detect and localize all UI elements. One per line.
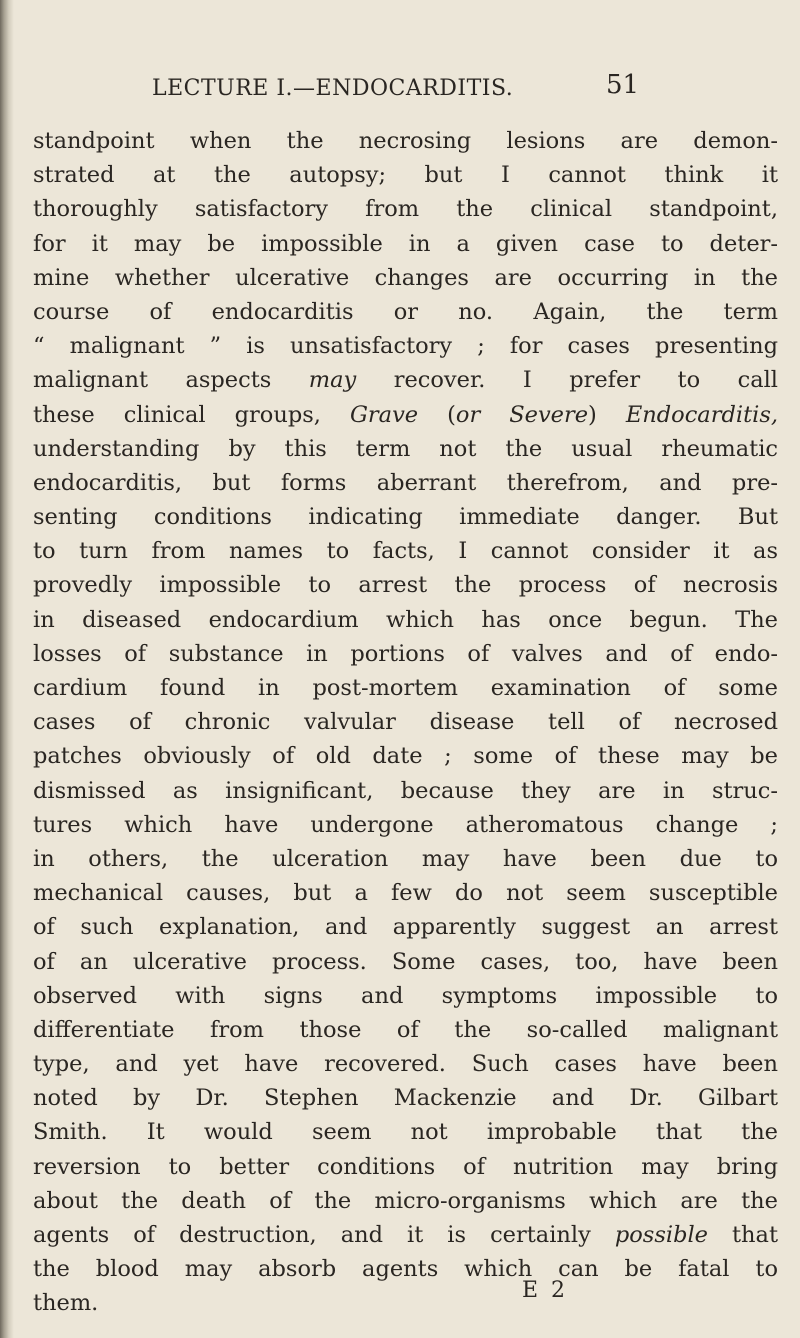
text-line bbox=[33, 979, 778, 1013]
text-segment: senting conditions indicating immediate danger. But bbox=[33, 504, 778, 531]
text-segment: observed with signs and symptoms impossible to bbox=[33, 982, 778, 1009]
text-segment: of an ulcerative process. Some cases, too, have been bbox=[33, 948, 778, 975]
text-segment: provedly impossible to arrest the process of necrosis bbox=[33, 572, 778, 599]
text-segment: them. bbox=[33, 1290, 99, 1317]
text-line bbox=[33, 398, 778, 432]
binding-edge bbox=[0, 0, 14, 1338]
text-segment: noted by Dr. Stephen Mackenzie and Dr. Gilbart bbox=[33, 1085, 778, 1112]
text-line bbox=[33, 534, 778, 568]
text-segment: mine whether ulcerative changes are occurring in the bbox=[33, 264, 778, 291]
text-segment: ( bbox=[418, 401, 456, 428]
text-segment: for it may be impossible in a given case to deter- bbox=[33, 230, 778, 257]
text-segment: recover. I prefer to call bbox=[356, 367, 778, 394]
text-segment: cardium found in post-mortem examination of some bbox=[33, 675, 778, 701]
text-line bbox=[33, 1013, 778, 1047]
text-segment: strated at the autopsy; but I cannot think it bbox=[33, 162, 778, 189]
text-line bbox=[33, 910, 778, 944]
text-segment: thoroughly satisfactory from the clinical standpoint, bbox=[33, 196, 778, 223]
text-line bbox=[33, 432, 778, 466]
text-segment: ) bbox=[588, 401, 626, 428]
text-segment: malignant aspects bbox=[33, 367, 309, 394]
text-line bbox=[33, 808, 778, 842]
text-segment: dismissed as insignificant, because they are in struc- bbox=[33, 777, 778, 804]
text-segment: differentiate from those of the so-called malignant bbox=[33, 1016, 778, 1043]
text-segment: “ malignant ” is unsatisfactory ; for cases presenting bbox=[33, 333, 778, 360]
text-line bbox=[33, 1150, 778, 1184]
body-text bbox=[33, 124, 778, 1321]
text-line bbox=[33, 671, 778, 705]
running-title: LECTURE I.—ENDOCARDITIS. bbox=[152, 76, 514, 101]
page-number: 51 bbox=[606, 70, 640, 100]
text-line bbox=[33, 500, 778, 534]
text-line bbox=[33, 1081, 778, 1115]
running-header bbox=[152, 76, 652, 112]
text-segment: standpoint when the necrosing lesions are demon- bbox=[33, 128, 778, 154]
text-line bbox=[33, 363, 778, 397]
text-line bbox=[33, 158, 778, 192]
italic-text: Endocarditis, bbox=[625, 401, 778, 428]
text-line bbox=[33, 774, 778, 808]
italic-text: possible bbox=[614, 1222, 708, 1248]
text-line bbox=[33, 945, 778, 979]
text-segment: course of endocarditis or no. Again, the term bbox=[33, 298, 778, 325]
text-line bbox=[33, 603, 778, 637]
text-segment: reversion to better conditions of nutrition may bring bbox=[33, 1153, 778, 1180]
text-line bbox=[33, 1218, 778, 1252]
signature-mark: E 2 bbox=[522, 1278, 569, 1303]
text-segment: losses of substance in portions of valves and of endo- bbox=[33, 640, 778, 667]
text-line bbox=[33, 466, 778, 500]
text-line bbox=[33, 295, 778, 329]
text-segment: type, and yet have recovered. Such cases have been bbox=[33, 1051, 778, 1078]
text-segment: endocarditis, but forms aberrant therefrom, and pre- bbox=[33, 469, 778, 496]
text-segment: to turn from names to facts, I cannot consider it as bbox=[33, 538, 778, 565]
text-line bbox=[33, 1252, 778, 1286]
text-line bbox=[33, 329, 778, 363]
italic-text: may bbox=[308, 367, 357, 394]
text-segment: mechanical causes, but a few do not seem susceptible bbox=[33, 880, 778, 907]
text-segment: about the death of the micro-organisms which are the bbox=[33, 1187, 778, 1214]
text-segment: of such explanation, and apparently suggest an arrest bbox=[33, 914, 778, 941]
text-segment: Smith. It would seem not improbable that the bbox=[33, 1119, 778, 1146]
text-segment: cases of chronic valvular disease tell of necrosed bbox=[33, 709, 778, 736]
text-segment: agents of destruction, and it is certainly bbox=[33, 1222, 615, 1248]
text-line bbox=[33, 739, 778, 773]
text-segment: tures which have undergone atheromatous change ; bbox=[33, 811, 778, 838]
text-line bbox=[33, 842, 778, 876]
text-segment: in diseased endocardium which has once begun. The bbox=[33, 606, 778, 633]
text-line bbox=[33, 705, 778, 739]
text-segment: patches obviously of old date ; some of these may be bbox=[33, 743, 778, 770]
text-line bbox=[33, 192, 778, 226]
text-segment: in others, the ulceration may have been due to bbox=[33, 845, 778, 872]
text-line bbox=[33, 568, 778, 602]
text-line bbox=[33, 1047, 778, 1081]
text-line bbox=[33, 1184, 778, 1218]
italic-text: Grave bbox=[349, 401, 419, 428]
text-line bbox=[33, 637, 778, 671]
text-line bbox=[33, 227, 778, 261]
italic-text: or Severe bbox=[455, 401, 589, 428]
text-line bbox=[33, 124, 778, 158]
text-segment: understanding by this term not the usual rheumatic bbox=[33, 435, 778, 462]
text-segment: that bbox=[707, 1222, 778, 1248]
text-segment: the blood may absorb agents which can be fatal to bbox=[33, 1256, 778, 1283]
text-line bbox=[33, 1115, 778, 1149]
text-segment: these clinical groups, bbox=[33, 401, 350, 428]
text-line bbox=[33, 1286, 778, 1320]
text-line bbox=[33, 261, 778, 295]
text-line bbox=[33, 876, 778, 910]
